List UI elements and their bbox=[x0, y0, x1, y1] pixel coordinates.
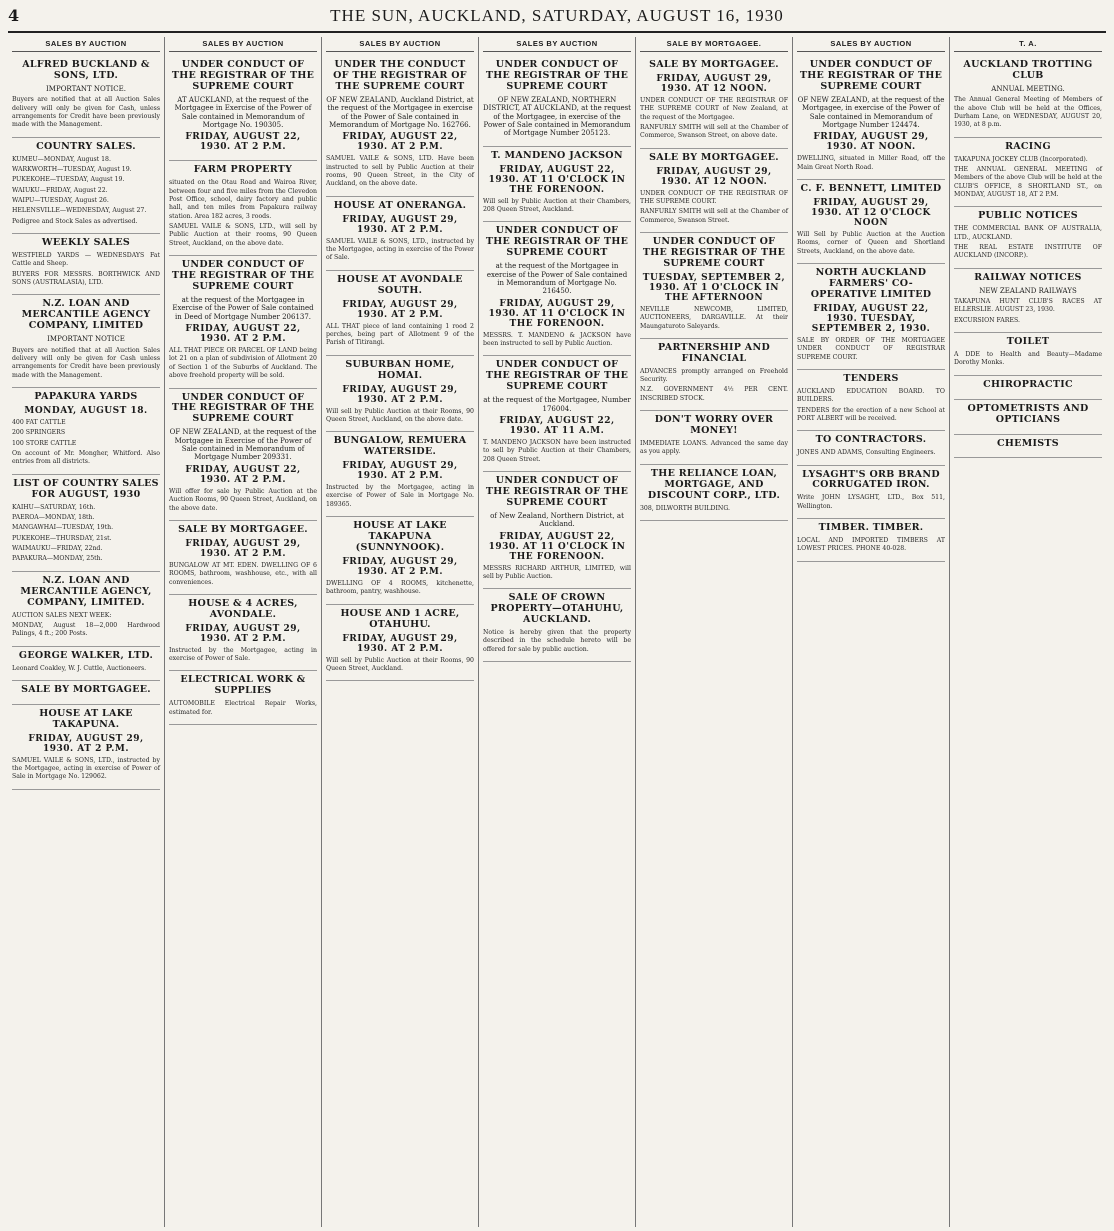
notice-title: PARTNERSHIP AND FINANCIAL bbox=[658, 341, 770, 364]
notice-title: WEEKLY SALES bbox=[41, 237, 131, 249]
notice-paragraph: Buyers are notified that at all Auction Sales delivery will only be given for Cash, unless arrangements for Credit have been previously made with the Management. bbox=[12, 96, 160, 129]
notice-paragraph: 400 FAT CATTLE bbox=[12, 418, 66, 426]
notice-title: HOUSE AT LAKE TAKAPUNA. bbox=[39, 707, 133, 730]
notice-body bbox=[954, 225, 1102, 260]
notice bbox=[12, 572, 160, 647]
notice-body bbox=[169, 647, 317, 664]
notice-body bbox=[483, 565, 631, 582]
notice-title: C. F. BENNETT, LIMITED bbox=[800, 183, 942, 195]
notice-title: THE RELIANCE LOAN, MORTGAGE, AND DISCOUNT CORP., LTD. bbox=[647, 467, 781, 501]
notice bbox=[797, 519, 945, 562]
notice-body bbox=[483, 629, 631, 654]
notice-title: UNDER CONDUCT OF THE REGISTRAR OF THE SUPREME COURT bbox=[485, 59, 629, 92]
notice-paragraph: 200 SPRINGERS bbox=[12, 429, 66, 437]
notice-body bbox=[12, 156, 160, 227]
notice-paragraph: Instructed by the Mortgagee, acting in exercise of Power of Sale. bbox=[169, 646, 317, 663]
notice bbox=[954, 376, 1102, 400]
notice bbox=[12, 234, 160, 295]
notice-paragraph: AUCKLAND EDUCATION BOARD. TO BUILDERS. bbox=[797, 387, 945, 404]
notice bbox=[797, 56, 945, 180]
notice-title: COUNTRY SALES. bbox=[36, 140, 136, 152]
notice-body bbox=[326, 238, 474, 263]
notice bbox=[797, 431, 945, 465]
notice-body bbox=[326, 657, 474, 674]
notice-body bbox=[483, 439, 631, 464]
notice-paragraph: NEVILLE NEWCOMB, LIMITED, AUCTIONEERS, DARGAVILLE. At their Maungaturoto Saleyards. bbox=[640, 305, 788, 330]
notice-paragraph: AUCTION SALES NEXT WEEK: bbox=[12, 611, 112, 619]
notice-body bbox=[797, 231, 945, 256]
notice bbox=[326, 605, 474, 682]
notice-date: FRIDAY, AUGUST 29, 1930. AT 2 P.M. bbox=[342, 556, 458, 577]
notice-paragraph: HELENSVILLE—WEDNESDAY, August 27. bbox=[12, 207, 147, 215]
notice-subtitle: OF NEW ZEALAND, at the request of the Mortgagee, in exercise of the Power of Sale contained in Memorandum of Mortgage Number 124474. bbox=[797, 95, 945, 129]
notice-title: PUBLIC NOTICES bbox=[978, 210, 1078, 222]
notice-body bbox=[797, 388, 945, 423]
notice-paragraph: LOCAL AND IMPORTED TIMBERS AT LOWEST PRICES. PHONE 40-028. bbox=[797, 537, 945, 553]
notice-body bbox=[12, 665, 160, 673]
notice bbox=[640, 465, 788, 521]
notice-body bbox=[640, 97, 788, 141]
notice-title: RACING bbox=[1005, 140, 1051, 152]
notice-title: SALE BY MORTGAGEE. bbox=[649, 151, 779, 163]
notice-paragraph: PAPAKURA—MONDAY, 25th. bbox=[12, 555, 103, 563]
notice-title: HOUSE AT ONERANGA. bbox=[333, 199, 467, 211]
notice-subtitle: OF NEW ZEALAND, at the request of the Mortgagee in Exercise of the Power of Sale contained in Memorandum of Mortgage Number 209331. bbox=[169, 428, 317, 462]
notice-paragraph: On account of Mr. Mongher, Whitford. Also entries from all districts. bbox=[12, 450, 160, 466]
notice-paragraph: PAEROA—MONDAY, 18th. bbox=[12, 513, 95, 521]
notice-date: FRIDAY, AUGUST 29, 1930. AT 2 P.M. bbox=[185, 623, 301, 644]
notice-subtitle: IMPORTANT NOTICE bbox=[47, 335, 125, 344]
notice bbox=[169, 671, 317, 725]
notice-date: FRIDAY, AUGUST 29, 1930. AT 2 P.M. bbox=[342, 384, 458, 405]
notice bbox=[12, 681, 160, 705]
notice-paragraph: WARKWORTH—TUESDAY, August 19. bbox=[12, 165, 132, 173]
column-5 bbox=[636, 37, 793, 1227]
notice-paragraph: Pedigree and Stock Sales as advertised. bbox=[12, 217, 138, 225]
notice-paragraph: THE REAL ESTATE INSTITUTE OF AUCKLAND (INCORP.). bbox=[954, 244, 1102, 260]
notice-subtitle: at the request of the Mortgagee in exercise of the Power of Sale contained in Memorandum of Mortgage No. 216450. bbox=[486, 262, 628, 296]
notice-paragraph: WAIUKU—FRIDAY, August 22. bbox=[12, 186, 108, 194]
notice bbox=[483, 472, 631, 589]
notice bbox=[483, 147, 631, 223]
notice-paragraph: A DDE to Health and Beauty—Madame Dorothy Monks. bbox=[954, 351, 1102, 367]
notice-title: DON'T WORRY OVER MONEY! bbox=[654, 414, 774, 437]
notice-subtitle: IMPORTANT NOTICE. bbox=[46, 84, 126, 93]
notice-title: UNDER CONDUCT OF THE REGISTRAR OF THE SUPREME COURT bbox=[485, 359, 629, 393]
notice-paragraph: SAMUEL VAILE & SONS, LTD., will sell by Public Auction at their rooms, 90 Queen Street, Auckland, on the above date. bbox=[169, 223, 317, 247]
notice-title: CHEMISTS bbox=[997, 437, 1059, 449]
notice bbox=[640, 339, 788, 411]
notice bbox=[483, 356, 631, 472]
notice-title: CHIROPRACTIC bbox=[983, 378, 1073, 390]
notice-paragraph: PUKEKOHE—TUESDAY, August 19. bbox=[12, 176, 125, 184]
notice-body bbox=[326, 408, 474, 425]
notice bbox=[169, 389, 317, 521]
notice-title: SUBURBAN HOME, HOMAI. bbox=[345, 358, 455, 381]
notice bbox=[326, 432, 474, 517]
notice bbox=[640, 411, 788, 465]
notice-paragraph: WAIPU—TUESDAY, August 26. bbox=[12, 197, 109, 205]
notice-date: FRIDAY, AUGUST 22, 1930. AT 2 P.M. bbox=[342, 132, 458, 153]
notice-paragraph: MANGAWHAI—TUESDAY, 19th. bbox=[12, 524, 114, 532]
notice-paragraph: SALE BY ORDER OF THE MORTGAGEE UNDER CONDUCT OF REGISTRAR SUPREME COURT. bbox=[797, 336, 945, 361]
notice-date: FRIDAY, AUGUST 29, 1930. AT 12 O'CLOCK NOON bbox=[811, 197, 931, 228]
notice-paragraph: KUMEU—MONDAY, August 18. bbox=[12, 155, 111, 163]
notice bbox=[12, 295, 160, 388]
notice bbox=[12, 56, 160, 138]
notice bbox=[12, 388, 160, 475]
notice-paragraph: JONES AND ADAMS, Consulting Engineers. bbox=[797, 449, 936, 457]
notice-subtitle: of New Zealand, Northern District, at Auckland. bbox=[490, 511, 624, 529]
notice-title: LYSAGHT'S ORB BRAND CORRUGATED IRON. bbox=[802, 468, 940, 491]
notice-title: HOUSE AND 1 ACRE, OTAHUHU. bbox=[340, 607, 460, 630]
notice bbox=[12, 705, 160, 790]
column-header: SALES BY AUCTION bbox=[797, 37, 945, 52]
column-header: SALE BY MORTGAGEE. bbox=[640, 37, 788, 52]
notice-title: BUNGALOW, REMUERA WATERSIDE. bbox=[333, 435, 467, 458]
notice-title: N.Z. LOAN AND MERCANTILE AGENCY, COMPANY, LIMITED. bbox=[20, 574, 152, 608]
notice bbox=[640, 233, 788, 339]
notice bbox=[326, 197, 474, 271]
column-1 bbox=[8, 37, 165, 1227]
notice-date: FRIDAY, AUGUST 29, 1930. AT 2 P.M. bbox=[342, 299, 458, 320]
notice-paragraph: TAKAPUNA HUNT CLUB'S RACES AT ELLERSLIE. AUGUST 23, 1930. bbox=[954, 298, 1102, 314]
notice-subtitle: ANNUAL MEETING. bbox=[991, 84, 1065, 93]
notice bbox=[954, 400, 1102, 435]
notice-paragraph: N.Z. GOVERNMENT 4½ PER CENT. INSCRIBED STOCK. bbox=[640, 386, 788, 402]
notice-title: SALE BY MORTGAGEE. bbox=[21, 683, 151, 695]
column-2 bbox=[165, 37, 322, 1227]
notice-subtitle: NEW ZEALAND RAILWAYS bbox=[979, 286, 1077, 295]
notice-title: TIMBER. TIMBER. bbox=[818, 522, 924, 534]
notice bbox=[326, 271, 474, 356]
notice-date: FRIDAY, AUGUST 22, 1930. AT 2 P.M. bbox=[185, 324, 301, 345]
notice-title: UNDER THE CONDUCT OF THE REGISTRAR OF THE SUPREME COURT bbox=[333, 59, 467, 92]
notice-body bbox=[12, 252, 160, 287]
notice-date: FRIDAY, AUGUST 29, 1930. AT 11 O'CLOCK IN THE FORENOON. bbox=[488, 298, 626, 329]
notice bbox=[797, 466, 945, 520]
paper-title: THE SUN, AUCKLAND, SATURDAY, AUGUST 16, 1930 bbox=[330, 6, 784, 25]
notice-body bbox=[483, 332, 631, 349]
notice-title: LIST OF COUNTRY SALES FOR AUGUST, 1930 bbox=[13, 477, 159, 500]
notice-title: GEORGE WALKER, LTD. bbox=[18, 649, 154, 661]
notice-paragraph: UNDER CONDUCT OF THE REGISTRAR OF THE SUPREME COURT. bbox=[640, 189, 788, 205]
notice-paragraph: Leonard Coakley, W. J. Cuttle, Auctioneers. bbox=[12, 664, 147, 672]
notice-title: T. MANDENO JACKSON bbox=[491, 149, 623, 161]
notice-body bbox=[326, 484, 474, 509]
notice bbox=[954, 333, 1102, 376]
notice-paragraph: SAMUEL VAILE & SONS, LTD. Have been instructed to sell by Public Auction at their rooms, 90 Queen Street, in the City of Auckland, on the above date. bbox=[326, 155, 474, 188]
notice bbox=[326, 517, 474, 604]
notice-title: OPTOMETRISTS AND OPTICIANS bbox=[967, 402, 1089, 425]
notice bbox=[954, 56, 1102, 138]
notice-date: FRIDAY, AUGUST 29, 1930. AT 2 P.M. bbox=[28, 733, 144, 754]
notice bbox=[797, 180, 945, 264]
notice-body bbox=[169, 700, 317, 717]
column-header: SALES BY AUCTION bbox=[326, 37, 474, 52]
notice-paragraph: WESTFIELD YARDS — WEDNESDAYS Fat Cattle and Sheep. bbox=[12, 252, 160, 268]
notice-paragraph: ALL THAT PIECE OR PARCEL OF LAND being lot 21 on a plan of subdivision of Allotment 20 of Section 1 of the Suburbs of Auckland. The above freehold property will be sold. bbox=[169, 347, 317, 380]
notice bbox=[169, 161, 317, 256]
notice-body bbox=[797, 449, 945, 457]
notice-title: PAPAKURA YARDS bbox=[34, 391, 138, 403]
notice-paragraph: WAIMAUKU—FRIDAY, 22nd. bbox=[12, 545, 103, 553]
notice-body bbox=[797, 494, 945, 511]
notice-paragraph: RANFURLY SMITH will sell at the Chamber of Commerce, Swanson Street, on above date. bbox=[640, 124, 788, 140]
notice-date: FRIDAY, AUGUST 29, 1930. AT 2 P.M. bbox=[185, 538, 301, 559]
notice-paragraph: RANFURLY SMITH will sell at the Chamber of Commerce, Swanson Street. bbox=[640, 208, 788, 224]
notice-body bbox=[12, 96, 160, 129]
notice-body bbox=[169, 347, 317, 380]
notice-title: ALFRED BUCKLAND & SONS, LTD. bbox=[22, 59, 150, 81]
column-7 bbox=[950, 37, 1106, 1227]
notice-paragraph: ALL THAT piece of land containing 1 rood 2 perches, being part of Allotment 9 of the Parish of Titirangi. bbox=[326, 322, 474, 347]
notice-subtitle: OF NEW ZEALAND, NORTHERN DISTRICT, AT AUCKLAND, at the request of the Mortgagee, in exercise of the Power of Sale contained in Memorandum of Mortgage Number 205123. bbox=[483, 95, 631, 138]
notice-paragraph: Notice is hereby given that the property described in the schedule hereto will be offered for sale by public auction. bbox=[483, 629, 631, 653]
notice-date: FRIDAY, AUGUST 29, 1930. AT NOON. bbox=[813, 132, 929, 153]
notice bbox=[326, 56, 474, 197]
notice-title: TENDERS bbox=[843, 372, 899, 384]
notice-title: RAILWAY NOTICES bbox=[974, 271, 1082, 283]
notice-body bbox=[797, 155, 945, 172]
notice-body bbox=[640, 505, 788, 513]
notice-date: TUESDAY, SEPTEMBER 2, 1930. AT 1 O'CLOCK IN THE AFTERNOON bbox=[642, 272, 786, 303]
notice-paragraph: AUTOMOBILE Electrical Repair Works, estimated for. bbox=[169, 700, 317, 716]
notice bbox=[954, 138, 1102, 208]
notice-date: FRIDAY, AUGUST 22, 1930. AT 2 P.M. bbox=[185, 464, 301, 485]
notice-body bbox=[12, 757, 160, 782]
notice-paragraph: KAIHU—SATURDAY, 16th. bbox=[12, 503, 96, 511]
notice bbox=[326, 356, 474, 433]
notice-title: TO CONTRACTORS. bbox=[815, 434, 927, 446]
notice-title: UNDER CONDUCT OF THE REGISTRAR OF THE SUPREME COURT bbox=[642, 236, 786, 269]
notice-paragraph: Buyers are notified that at all Auction Sales delivery will only be given for Cash unless arrangements for Credit have been previously made with the Management. bbox=[12, 346, 160, 379]
masthead bbox=[8, 6, 1106, 33]
notice-title: N.Z. LOAN AND MERCANTILE AGENCY COMPANY, LIMITED bbox=[21, 298, 151, 332]
notice-title: UNDER CONDUCT OF THE REGISTRAR OF THE SUPREME COURT bbox=[799, 59, 943, 92]
notice-title: ELECTRICAL WORK & SUPPLIES bbox=[180, 674, 306, 697]
column-header: SALES BY AUCTION bbox=[169, 37, 317, 52]
notice-body bbox=[954, 96, 1102, 129]
notice bbox=[797, 264, 945, 370]
notice-body bbox=[954, 156, 1102, 200]
notice-title: SALE OF CROWN PROPERTY—OTAHUHU, AUCKLAND. bbox=[490, 592, 624, 626]
notice-body bbox=[326, 580, 474, 597]
notice-paragraph: 308, DILWORTH BUILDING. bbox=[640, 504, 731, 512]
notice-title: TOILET bbox=[1006, 336, 1050, 348]
notice-body bbox=[640, 368, 788, 403]
notice-paragraph: Instructed by the Mortgagee, acting in exercise of Power of Sale in Mortgage No. 189365. bbox=[326, 484, 474, 508]
notice-body bbox=[483, 198, 631, 215]
notice-paragraph: UNDER CONDUCT OF THE REGISTRAR OF THE SUPREME COURT of New Zealand, at the request of the Mortgagee. bbox=[640, 96, 788, 121]
notice-subtitle: AT AUCKLAND, at the request of the Mortgagee in Exercise of the Power of Sale contained in Memorandum of Mortgage No. 190305. bbox=[174, 95, 312, 129]
notice bbox=[12, 138, 160, 234]
notice-date: FRIDAY, AUGUST 29, 1930. AT 12 NOON. bbox=[656, 166, 772, 187]
column-header: SALES BY AUCTION bbox=[483, 37, 631, 52]
notice-paragraph: Write JOHN LYSAGHT, LTD., Box 511, Wellington. bbox=[797, 494, 945, 510]
notice-body bbox=[954, 351, 1102, 368]
notice bbox=[483, 222, 631, 356]
column-6 bbox=[793, 37, 950, 1227]
notice-subtitle: at the request of the Mortgagee, Number 176004. bbox=[483, 396, 631, 413]
notice-body bbox=[12, 347, 160, 380]
notice-body bbox=[326, 155, 474, 188]
notice-paragraph: SAMUEL VAILE & SONS, LTD., instructed by the Mortgagee, acting in exercise of the Power of Sale. bbox=[326, 237, 474, 262]
column-3 bbox=[322, 37, 479, 1227]
notice-title: UNDER CONDUCT OF THE REGISTRAR OF THE SUPREME COURT bbox=[485, 475, 629, 508]
notice bbox=[169, 595, 317, 672]
notice-title: FARM PROPERTY bbox=[193, 164, 293, 176]
notice-paragraph: SAMUEL VAILE & SONS, LTD., instructed by the Mortgagee, acting in exercise of Power of Sale in Mortgage No. 129062. bbox=[12, 756, 160, 781]
notice-body bbox=[169, 562, 317, 587]
notice-paragraph: BUNGALOW AT MT. EDEN. DWELLING OF 6 ROOMS, bathroom, washhouse, etc., with all conveniences. bbox=[169, 561, 317, 586]
notice-title: SALE BY MORTGAGEE. bbox=[649, 59, 779, 70]
notice-paragraph: T. MANDENO JACKSON have been instructed to sell by Public Auction at their Chambers, 208 Queen Street. bbox=[483, 438, 631, 463]
notice-date: FRIDAY, AUGUST 22, 1930. AT 11 A.M. bbox=[499, 415, 615, 436]
notice-body bbox=[640, 306, 788, 331]
notice-paragraph: Will Sell by Public Auction at the Auction Rooms, corner of Queen and Shortland Streets, Auckland, on the above date. bbox=[797, 230, 945, 255]
notice-paragraph: MESSRS RICHARD ARTHUR, LIMITED, will sell by Public Auction. bbox=[483, 564, 631, 580]
notice-body bbox=[640, 190, 788, 225]
notice bbox=[169, 56, 317, 161]
notice-date: FRIDAY, AUGUST 22, 1930. TUESDAY, SEPTEMBER 2, 1930. bbox=[811, 303, 931, 334]
notice-title: HOUSE AT LAKE TAKAPUNA (SUNNYNOOK). bbox=[353, 520, 447, 554]
notice-date: FRIDAY, AUGUST 22, 1930. AT 11 O'CLOCK IN THE FORENOON. bbox=[488, 164, 626, 195]
notice-paragraph: PUKEKOHE—THURSDAY, 21st. bbox=[12, 534, 112, 542]
notice-paragraph: THE COMMERCIAL BANK OF AUSTRALIA, LTD., AUCKLAND. bbox=[954, 225, 1102, 241]
column-header: SALES BY AUCTION bbox=[12, 37, 160, 52]
notice-title: SALE BY MORTGAGEE. bbox=[178, 523, 308, 535]
notice-title: HOUSE AT AVONDALE SOUTH. bbox=[337, 273, 463, 296]
notice bbox=[169, 521, 317, 595]
notice-paragraph: MONDAY, August 18—2,000 Hardwood Palings, 4 ft.; 200 Posts. bbox=[12, 621, 160, 638]
notice-paragraph: Will sell by Public Auction at their Rooms, 90 Queen Street, Auckland, on the above date. bbox=[326, 407, 474, 423]
notice bbox=[483, 589, 631, 662]
notice-date: FRIDAY, AUGUST 22, 1930. AT 11 O'CLOCK IN THE FORENOON. bbox=[488, 531, 626, 562]
notice-date: FRIDAY, AUGUST 29, 1930. AT 2 P.M. bbox=[342, 214, 458, 235]
notice bbox=[797, 370, 945, 431]
notice bbox=[12, 647, 160, 681]
notice-title: NORTH AUCKLAND FARMERS' CO-OPERATIVE LIMITED bbox=[810, 267, 932, 300]
notice-title: UNDER CONDUCT OF THE REGISTRAR OF THE SUPREME COURT bbox=[171, 391, 315, 425]
notice-paragraph: THE ANNUAL GENERAL MEETING of Members of the above Club will be held at the CLUB'S OFFICE, 8 SHORTLAND ST., on MONDAY, AUGUST 18, AT 2 P.M. bbox=[954, 165, 1102, 199]
notice-body bbox=[169, 488, 317, 513]
notice-paragraph: DWELLING, situated in Miller Road, off the Main Great North Road. bbox=[797, 155, 945, 171]
notice bbox=[954, 207, 1102, 268]
notice-body bbox=[12, 612, 160, 639]
notice-subtitle: at the request of the Mortgagee in Exercise of the Power of Sale contained in Deed of Mortgage Number 206137. bbox=[172, 295, 314, 321]
page-number: 4 bbox=[8, 6, 20, 25]
notice-paragraph: ADVANCES promptly arranged on Freehold Security. bbox=[640, 367, 788, 384]
notice-body bbox=[797, 537, 945, 554]
notice-paragraph: Will offer for sale by Public Auction at the Auction Rooms, 90 Queen Street, Auckland, on the above date. bbox=[169, 487, 317, 512]
notice-date: FRIDAY, AUGUST 29, 1930. AT 2 P.M. bbox=[342, 461, 458, 482]
notice-date: FRIDAY, AUGUST 29, 1930. AT 2 P.M. bbox=[342, 633, 458, 654]
notice bbox=[12, 475, 160, 572]
column-header: T. A. bbox=[954, 37, 1102, 52]
notice-paragraph: BUYERS FOR MESSRS. BORTHWICK AND SONS (AUSTRALASIA), LTD. bbox=[12, 270, 160, 287]
notice bbox=[640, 149, 788, 233]
notice-body bbox=[954, 298, 1102, 325]
notice-paragraph: Will sell by Public Auction at their Chambers, 208 Queen Street, Auckland. bbox=[483, 197, 631, 213]
notice-paragraph: Will sell by Public Auction at their Rooms, 90 Queen Street, Auckland. bbox=[326, 656, 474, 672]
notice bbox=[954, 435, 1102, 459]
notice bbox=[954, 269, 1102, 333]
notice-paragraph: TAKAPUNA JOCKEY CLUB (Incorporated). bbox=[954, 155, 1088, 163]
notice-date: MONDAY, AUGUST 18. bbox=[24, 405, 148, 416]
notice-paragraph: IMMEDIATE LOANS. Advanced the same day as you apply. bbox=[640, 440, 788, 456]
notice-body bbox=[640, 440, 788, 457]
columns bbox=[8, 37, 1106, 1227]
notice-paragraph: The Annual General Meeting of Members of the above Club will be held at the Offices, Durham Lane, on WEDNESDAY, AUGUST 20, 1930, at 8 p.m. bbox=[954, 96, 1102, 129]
notice-title: HOUSE & 4 ACRES, AVONDALE. bbox=[188, 597, 298, 620]
notice bbox=[640, 56, 788, 149]
column-4 bbox=[479, 37, 636, 1227]
notice-paragraph: DWELLING OF 4 ROOMS, kitchenette, bathroom, pantry, washhouse. bbox=[326, 579, 474, 596]
notice-body bbox=[169, 179, 317, 248]
notice-title: UNDER CONDUCT OF THE REGISTRAR OF THE SUPREME COURT bbox=[171, 59, 315, 92]
notice-title: AUCKLAND TROTTING CLUB bbox=[963, 59, 1093, 81]
notice bbox=[169, 256, 317, 388]
notice-paragraph: MESSRS. T. MANDENO & JACKSON have been instructed to sell by Public Auction. bbox=[483, 331, 631, 348]
notice-paragraph: situated on the Otau Road and Wairoa River, between four and five miles from the Clevedon Post Office, school, dairy factory and public hall, and ten miles from Papakura railway station. Area 182 acres, 3 roods. bbox=[169, 179, 317, 220]
notice-paragraph: EXCURSION FARES. bbox=[954, 316, 1020, 324]
notice-body bbox=[326, 323, 474, 348]
notice-body bbox=[12, 504, 160, 564]
notice-body bbox=[797, 337, 945, 362]
notice-paragraph: 100 STORE CATTLE bbox=[12, 439, 77, 447]
notice bbox=[483, 56, 631, 147]
notice-date: FRIDAY, AUGUST 22, 1930. AT 2 P.M. bbox=[185, 132, 301, 153]
notice-paragraph: TENDERS for the erection of a new School at PORT ALBERT will be received. bbox=[797, 406, 945, 422]
notice-title: UNDER CONDUCT OF THE REGISTRAR OF THE SUPREME COURT bbox=[171, 259, 315, 292]
notice-body bbox=[12, 419, 160, 467]
notice-title: UNDER CONDUCT OF THE REGISTRAR OF THE SUPREME COURT bbox=[485, 225, 629, 259]
notice-subtitle: OF NEW ZEALAND, Auckland District, at the request of the Mortgagee in exercise of the Power of Sale contained in Memorandum of Mortgage No. 162766. bbox=[326, 95, 474, 129]
notice-date: FRIDAY, AUGUST 29, 1930. AT 12 NOON. bbox=[656, 73, 772, 94]
